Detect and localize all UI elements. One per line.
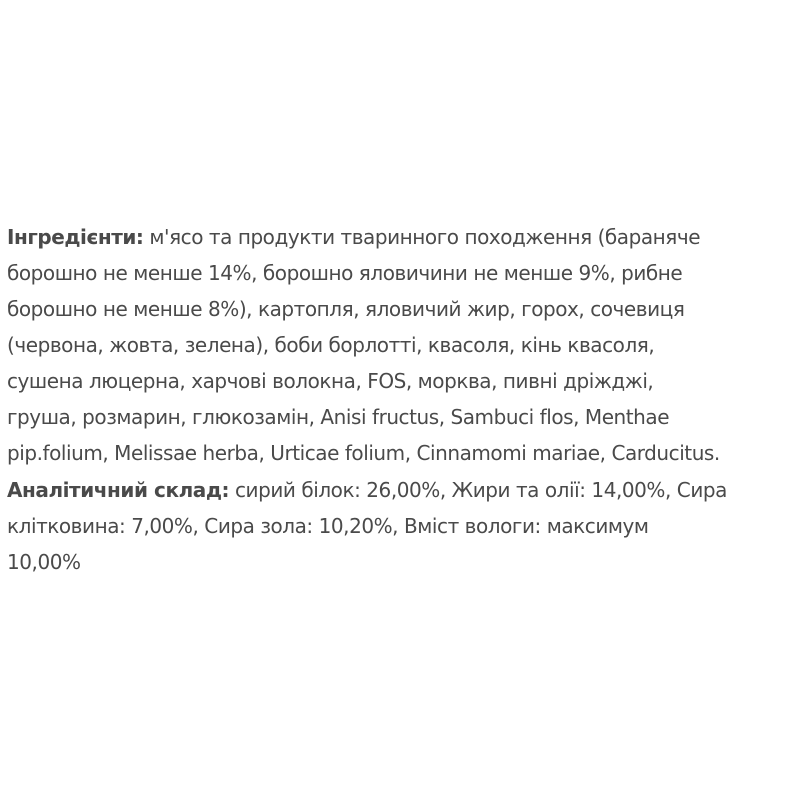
- ingredients-line: сушена люцерна, харчові волокна, FOS, морква, пивні дріжджі,: [7, 369, 654, 393]
- ingredients-text: м'ясо та продукти тваринного походження (бараняче: [143, 225, 701, 249]
- ingredients-section: [7, 219, 799, 471]
- ingredients-line: борошно не менше 8%), картопля, яловичий жир, горох, сочевиця: [7, 297, 685, 321]
- ingredients-line: [7, 219, 799, 255]
- analysis-line: клітковина: 7,00%, Сира зола: 10,20%, Вміст вологи: максимум: [7, 514, 649, 538]
- ingredients-line: pip.folium, Melissae herba, Urticae folium, Cinnamomi mariae, Carducitus.: [7, 441, 720, 465]
- ingredients-label: Інгредієнти:: [7, 225, 144, 249]
- product-composition: [7, 219, 799, 580]
- analysis-text: сирий білок: 26,00%, Жири та олії: 14,00%, Сира: [229, 478, 727, 502]
- ingredients-line: (червона, жовта, зелена), боби борлотті, квасоля, кінь квасоля,: [7, 333, 655, 357]
- analysis-label: Аналітичний склад:: [7, 478, 230, 502]
- ingredients-line: груша, розмарин, глюкозамін, Anisi fructus, Sambuci flos, Menthae: [7, 405, 670, 429]
- analysis-section: [7, 472, 799, 580]
- analysis-line: [7, 472, 799, 508]
- analysis-line: 10,00%: [7, 550, 81, 574]
- ingredients-line: борошно не менше 14%, борошно яловичини не менше 9%, рибне: [7, 261, 683, 285]
